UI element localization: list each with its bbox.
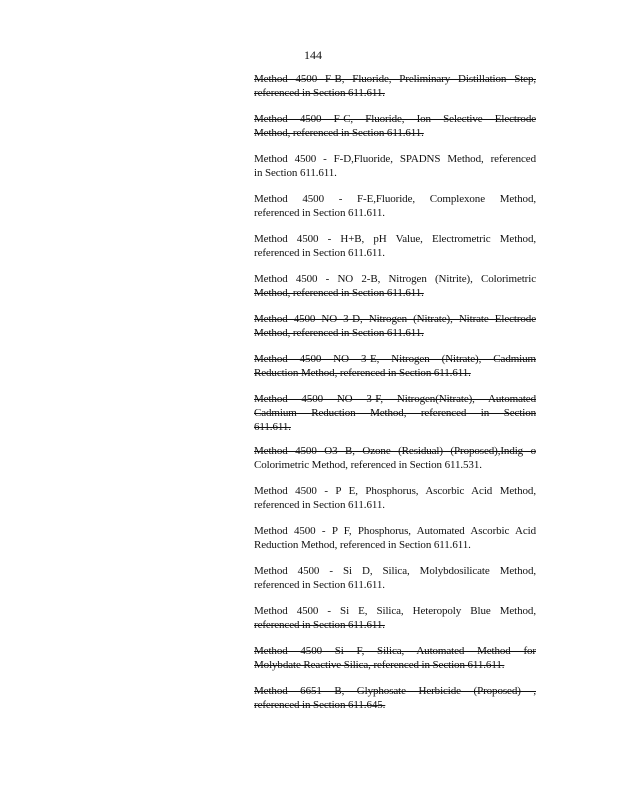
- method-entry-line: Method 4500 F-B, Fluoride, Preliminary Distillation Step,: [254, 73, 536, 85]
- method-entry: [254, 352, 536, 392]
- method-entry-line: Method, referenced in Section 611.611.: [254, 287, 424, 299]
- method-entry-line: in Section 611.611.: [254, 167, 337, 179]
- method-entry-line: 611.611.: [254, 421, 291, 433]
- method-entry-line: Method 4500 - NO 2-B, Nitrogen (Nitrite), Colorimetric: [254, 273, 536, 285]
- method-entry: [254, 272, 536, 312]
- method-entry-line: Method 4500 - P F, Phosphorus, Automated Ascorbic Acid: [254, 525, 536, 537]
- method-list: [254, 72, 536, 724]
- method-entry: [254, 112, 536, 152]
- method-entry-line: referenced in Section 611.611.: [254, 247, 385, 259]
- method-entry-line: Method 4500 - Si D, Silica, Molybdosilicate Method,: [254, 565, 536, 577]
- method-entry: [254, 564, 536, 604]
- method-entry-line: Method 4500 Si F, Silica, Automated Method for: [254, 645, 536, 657]
- method-entry-line: Method 4500 NO 3-D, Nitrogen (Nitrate), Nitrate Electrode: [254, 313, 536, 325]
- method-entry: [254, 484, 536, 524]
- method-entry-line: Molybdate Reactive Silica, referenced in Section 611.611.: [254, 659, 505, 671]
- method-entry-line: referenced in Section 611.645.: [254, 699, 386, 711]
- method-entry-line: referenced in Section 611.611.: [254, 87, 385, 99]
- method-entry-line: referenced in Section 611.611.: [254, 207, 385, 219]
- method-entry-line: Method 4500 - F-D,Fluoride, SPADNS Method, referenced: [254, 153, 536, 165]
- method-entry: [254, 72, 536, 112]
- method-entry-line: referenced in Section 611.611.: [254, 499, 385, 511]
- method-entry-line: Method 6651 B, Glyphosate Herbicide (Proposed) ,: [254, 685, 536, 697]
- method-entry-line: Colorimetric Method, referenced in Section 611.531.: [254, 459, 482, 471]
- method-entry-line: Method 4500 - H+B, pH Value, Electrometric Method,: [254, 233, 536, 245]
- method-entry-line: Method 4500 - Si E, Silica, Heteropoly Blue Method,: [254, 605, 536, 617]
- method-entry-line: Method, referenced in Section 611.611.: [254, 127, 424, 139]
- method-entry-line: Method, referenced in Section 611.611.: [254, 327, 424, 339]
- method-entry-line: Reduction Method, referenced in Section 611.611.: [254, 367, 471, 379]
- method-entry: [254, 444, 536, 484]
- method-entry-line: Method 4500 O3 B, Ozone (Residual) (Proposed),Indig o: [254, 445, 536, 457]
- method-entry: [254, 392, 536, 444]
- method-entry-line: Method 4500 - P E, Phosphorus, Ascorbic Acid Method,: [254, 485, 536, 497]
- method-entry: [254, 644, 536, 684]
- method-entry: [254, 312, 536, 352]
- method-entry: [254, 524, 536, 564]
- method-entry-line: Method 4500 F-C, Fluoride, Ion Selective Electrode: [254, 113, 536, 125]
- method-entry: [254, 152, 536, 192]
- method-entry: [254, 684, 536, 724]
- method-entry-line: Method 4500 - F-E,Fluoride, Complexone Method,: [254, 193, 536, 205]
- method-entry-line: referenced in Section 611.611.: [254, 619, 385, 631]
- method-entry: [254, 192, 536, 232]
- method-entry-line: Cadmium Reduction Method, referenced in Section: [254, 407, 536, 419]
- page-number: 144: [304, 48, 322, 62]
- method-entry: [254, 604, 536, 644]
- method-entry-line: Method 4500 NO 3-E, Nitrogen (Nitrate), Cadmium: [254, 353, 536, 365]
- method-entry: [254, 232, 536, 272]
- method-entry-line: Reduction Method, referenced in Section 611.611.: [254, 539, 471, 551]
- method-entry-line: referenced in Section 611.611.: [254, 579, 385, 591]
- method-entry-line: Method 4500 NO 3-F, Nitrogen(Nitrate), Automated: [254, 393, 536, 405]
